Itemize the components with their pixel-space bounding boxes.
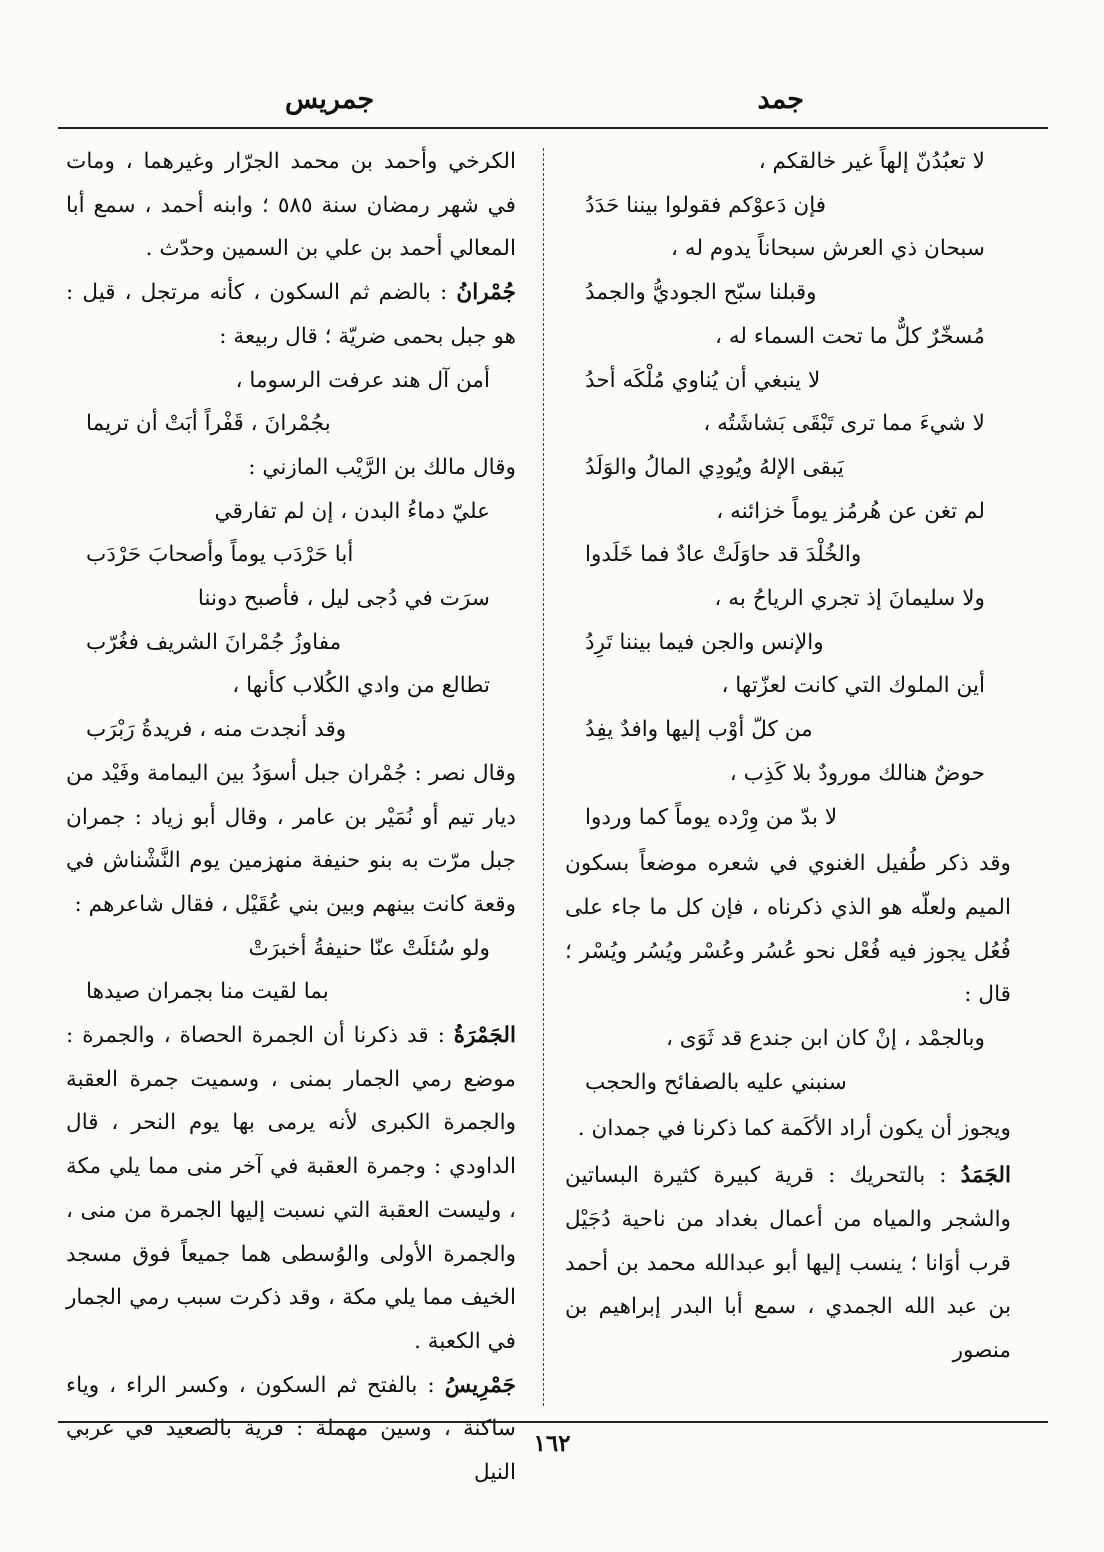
paragraph: ويجوز أن يكون أراد الأكَمة كما ذكرنا في جمدان .: [577, 1116, 1011, 1142]
verse: [565, 664, 1011, 751]
verse-line: أبا حَرْدَب يوماً وأصحابَ حَرْدَب: [86, 542, 354, 568]
entry: [66, 271, 516, 358]
verse-line: مفاوزُ جُمْرانَ الشريف فغُرّب: [86, 629, 342, 655]
verse-line: ولا سليمانَ إذ تجري الرياحُ به ،: [714, 586, 985, 612]
right-column-verses: [565, 140, 1011, 839]
left-column: [66, 140, 517, 1486]
verse: [66, 490, 516, 577]
verse: [565, 490, 1011, 577]
right-column: [565, 140, 1011, 1412]
verse: [565, 227, 1011, 314]
verse-line: وبالجمْد ، إنْ كان ابن جندع قد ثَوَى ،: [665, 1026, 985, 1052]
entry-text: : بالتحريك : قرية كبيرة كثيرة البساتين والشجر والمياه من أعمال بغداد من ناحية دُجَيْل قرب أوَانا ؛ ينسب إليها أبو عبدالله محمد بن أحمد بن عبد الله الجمدي ، سمع أبا البدر إبراهيم بن منصور: [565, 1163, 1011, 1363]
verse-line: سرَت في دُجى ليل ، فأصبح دوننا: [197, 586, 490, 612]
verse-line: والخُلْدَ قد حاوَلَتْ عادٌ فما خَلَدوا: [585, 542, 862, 568]
running-header-right: جمد: [757, 84, 804, 115]
verse-line: سبحان ذي العرش سبحاناً يدوم له ،: [671, 236, 985, 262]
top-rule: [58, 127, 1048, 129]
running-header-left: جمريس: [285, 84, 375, 115]
verse: [66, 359, 516, 446]
left-column-verses: [66, 490, 516, 752]
verse: [565, 402, 1011, 489]
verse-line: من كلّ أوْب إليها وافدٌ يفِدُ: [585, 717, 813, 743]
verse: [66, 664, 516, 751]
verse: [565, 140, 1011, 227]
page-number: ١٦٢: [533, 1430, 571, 1457]
verse-line: لا بدّ من وِرْده يوماً كما وردوا: [585, 804, 838, 830]
verse: [565, 1017, 1011, 1104]
entry-text: : بالفتح ثم السكون ، وكسر الراء ، وياء ساكنة ، وسين مهملة : قرية بالصعيد في غربي النيل: [66, 1372, 516, 1486]
paragraph: وقال مالك بن الرَّيْب المازني :: [248, 454, 516, 480]
verse-line: والإنس والجن فيما بيننا تَرِدُ: [585, 629, 824, 655]
verse-line: بجُمْرانَ ، قَفْراً أبَتْ أن تريما: [86, 411, 331, 437]
column-divider: [543, 148, 544, 1406]
verse-line: وقبلنا سبّح الجوديُّ والجمدُ: [585, 280, 817, 306]
verse-line: لا ينبغي أن يُناوي مُلْكَه أحدُ: [585, 367, 821, 393]
verse: [66, 577, 516, 664]
entry-text: : بالضم ثم السكون ، كأنه مرتجل ، قيل : هو جبل بحمى ضريّة ؛ قال ربيعة :: [66, 280, 516, 349]
entry: [66, 1014, 516, 1364]
verse-line: أمن آل هند عرفت الرسوما ،: [235, 367, 490, 393]
verse-line: يَبقى الإلهُ ويُودِي المالُ والوَلَدُ: [585, 454, 844, 480]
paragraph: وقال نصر : جُمْران جبل أسوَدُ بين اليمامة وفَيْد من ديار تيم أو نُمَيْر بن عامر ، وقال أبو زياد : جمران جبل مرّت به بنو حنيفة منهزمين يوم النَّشْناش في وقعة كانت بينهم وبين بني عُقَيْل ، فقال شاعرهم :: [66, 760, 516, 917]
paragraph: وقد ذكر طُفيل الغنوي في شعره موضعاً بسكون الميم ولعلّه هو الذي ذكرناه ، فإن كل ما جاء على فُعُل يجوز فيه فُعْل نحو عُسُر وعُسْر ويُسُر ويُسْر ؛ قال :: [565, 851, 1011, 1008]
verse-line: ولو سُئلَتْ عنّا حنيفةُ أخبرَتْ: [248, 935, 490, 961]
verse-line: لا تعبُدُنّ إلهاً غير خالقكم ،: [758, 149, 985, 174]
verse-line: لم تغن عن هُرمُز يوماً خزائنه ،: [716, 498, 985, 524]
entry: [565, 1154, 1011, 1373]
verse-line: وقد أنجدت منه ، فريدةُ رَبْرَب: [86, 717, 347, 743]
verse: [565, 752, 1011, 839]
verse-line: لا شيءَ مما ترى تَبْقَى بَشاشَتُه ،: [703, 411, 985, 437]
entry-text: : قد ذكرنا أن الجمرة الحصاة ، والجمرة : موضع رمي الجمار بمنى ، وسميت جمرة العقبة والجمرة الكبرى لأنه يرمى بها يوم النحر ، قال الداودي : وجمرة العقبة في آخر منى مما يلي مكة ، وليست العقبة التي نسبت إليها الجمرة من منى ، والجمرة الأولى والوُسطى هما جميعاً فوق مسجد الخيف مما يلي مكة ، وقد ذكرت سبب رمي الجمار في الكعبة .: [66, 1023, 516, 1354]
bottom-rule: [58, 1421, 1048, 1423]
verse: [565, 315, 1011, 402]
entry-headword: الجَمَدُ: [960, 1163, 1011, 1189]
verse-line: مُسخّرٌ كلٌّ ما تحت السماء له ،: [715, 323, 985, 349]
verse-line: عليّ دماءُ البدن ، إن لم تفارقي: [214, 498, 490, 524]
entry-headword: جُمْرانُ: [456, 280, 516, 306]
verse-line: حوضٌ هنالك مورودٌ بلا كَذِب ،: [729, 760, 985, 786]
entry-headword: الجَمْرَةُ: [453, 1023, 516, 1049]
verse: [565, 577, 1011, 664]
verse-line: أين الملوك التي كانت لعزّتها ،: [721, 673, 985, 699]
verse-line: فإن دَعوْكم فقولوا بيننا حَدَدُ: [585, 192, 827, 218]
paragraph: الكرخي وأحمد بن محمد الجرّار وغيرهما ، ومات في شهر رمضان سنة ٥٨٥ ؛ وابنه أحمد ، سمع أبا المعالي أحمد بن علي بن السمين وحدّث .: [66, 149, 517, 262]
verse-line: بما لقيت منا بجمران صيدها: [86, 979, 329, 1005]
verse-line: تطالع من وادي الكُلاب كأنها ،: [232, 673, 490, 699]
entry-headword: جَمْرِيسُ: [444, 1372, 516, 1398]
verse: [66, 927, 516, 1014]
verse-line: سنبني عليه بالصفائح والحجب: [585, 1069, 847, 1095]
